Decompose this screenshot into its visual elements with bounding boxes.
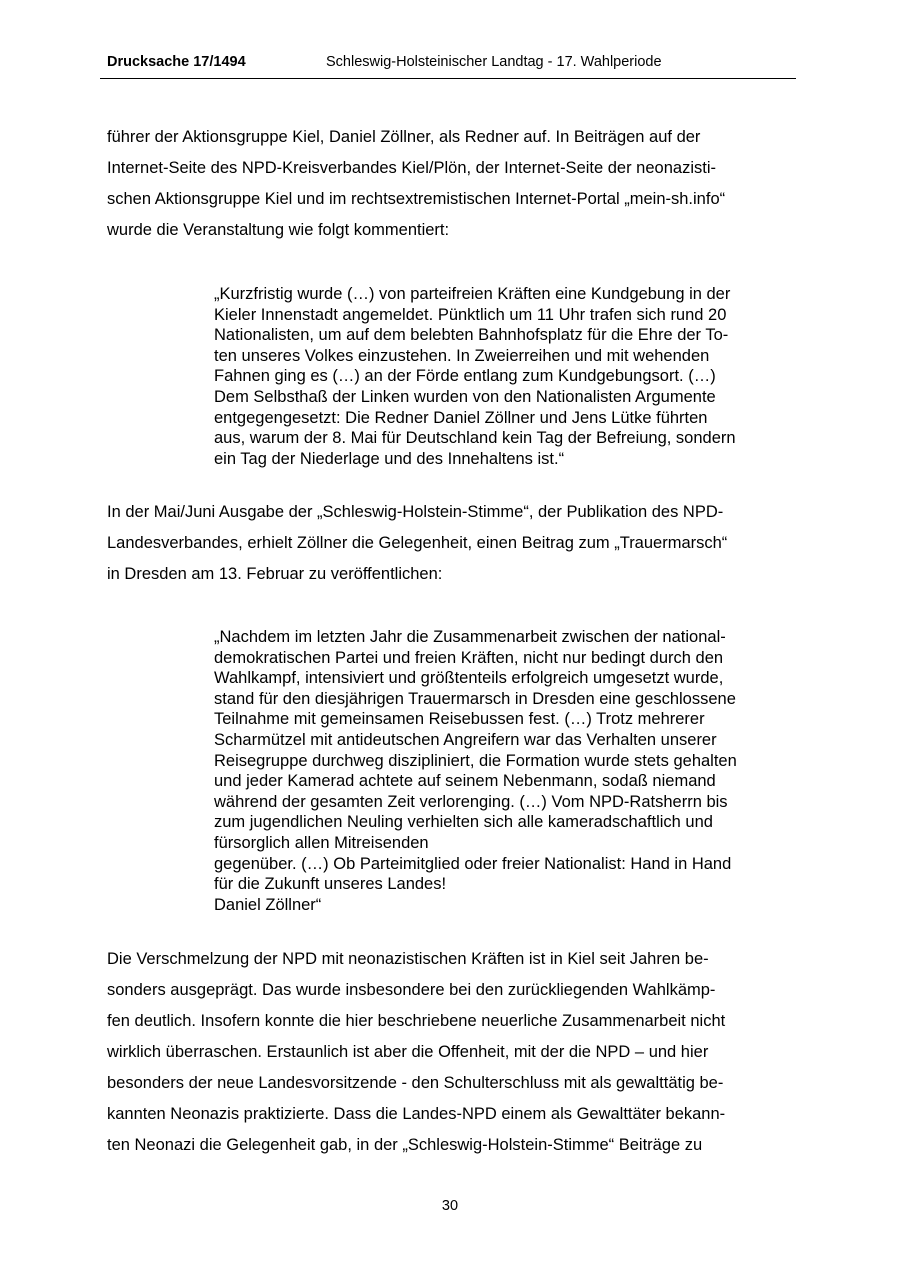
quote-line: Kieler Innenstadt angemeldet. Pünktlich um 11 Uhr trafen sich rund 20	[214, 305, 727, 324]
quote-line: entgegengesetzt: Die Redner Daniel Zöllner und Jens Lütke führten	[214, 408, 708, 427]
quote-line: Nationalisten, um auf dem belebten Bahnhofsplatz für die Ehre der To-	[214, 326, 729, 345]
text-line: ten Neonazi die Gelegenheit gab, in der „Schleswig-Holstein-Stimme“ Beiträge zu	[107, 1136, 703, 1154]
parliament-title: Schleswig-Holsteinischer Landtag - 17. Wahlperiode	[326, 54, 662, 70]
text-line: in Dresden am 13. Februar zu veröffentlichen:	[107, 565, 443, 583]
text-line: sonders ausgeprägt. Das wurde insbesondere bei den zurückliegenden Wahlkämp-	[107, 981, 716, 999]
quote-author: Daniel Zöllner“	[214, 895, 322, 914]
text-line: führer der Aktionsgruppe Kiel, Daniel Zöllner, als Redner auf. In Beiträgen auf der	[107, 128, 701, 146]
quote-line: Reisegruppe durchweg diszipliniert, die Formation wurde stets gehalten	[214, 751, 737, 770]
paragraph-2	[107, 497, 797, 590]
quote-block-2	[214, 627, 794, 915]
document-number: Drucksache 17/1494	[107, 54, 246, 70]
quote-line: gegenüber. (…) Ob Parteimitglied oder freier Nationalist: Hand in Hand	[214, 854, 732, 873]
quote-line: zum jugendlichen Neuling verhielten sich alle kameradschaftlich und	[214, 813, 713, 832]
quote-line: Scharmützel mit antideutschen Angreifern war das Verhalten unserer	[214, 730, 717, 749]
paragraph-1	[107, 122, 797, 246]
text-line: wurde die Veranstaltung wie folgt kommentiert:	[107, 221, 450, 239]
text-line: wirklich überraschen. Erstaunlich ist aber die Offenheit, mit der die NPD – und hier	[107, 1043, 709, 1061]
text-line: schen Aktionsgruppe Kiel und im rechtsextremistischen Internet-Portal „mein-sh.info“	[107, 190, 726, 208]
quote-line: ein Tag der Niederlage und des Innehaltens ist.“	[214, 449, 565, 468]
text-line: besonders der neue Landesvorsitzende - den Schulterschluss mit als gewalttätig be-	[107, 1074, 724, 1092]
page-header	[100, 52, 796, 79]
text-line: In der Mai/Juni Ausgabe der „Schleswig-Holstein-Stimme“, der Publikation des NPD-	[107, 503, 724, 521]
quote-line: Dem Selbsthaß der Linken wurden von den Nationalisten Argumente	[214, 387, 716, 406]
paragraph-3	[107, 944, 797, 1161]
quote-line: stand für den diesjährigen Trauermarsch in Dresden eine geschlossene	[214, 689, 736, 708]
quote-line: und jeder Kamerad achtete auf seinem Nebenmann, sodaß niemand	[214, 772, 716, 791]
quote-line: „Nachdem im letzten Jahr die Zusammenarbeit zwischen der national-	[214, 628, 726, 646]
quote-line: fürsorglich allen Mitreisenden	[214, 833, 429, 852]
text-line: fen deutlich. Insofern konnte die hier beschriebene neuerliche Zusammenarbeit nicht	[107, 1012, 726, 1030]
text-line: kannten Neonazis praktizierte. Dass die Landes-NPD einem als Gewalttäter bekann-	[107, 1105, 726, 1123]
quote-line: Wahlkampf, intensiviert und größtenteils erfolgreich umgesetzt wurde,	[214, 669, 724, 688]
quote-line: Teilnahme mit gemeinsamen Reisebussen fest. (…) Trotz mehrerer	[214, 710, 705, 729]
text-line: Internet-Seite des NPD-Kreisverbandes Kiel/Plön, der Internet-Seite der neonazisti-	[107, 159, 716, 177]
quote-line: demokratischen Partei und freien Kräften, nicht nur bedingt durch den	[214, 648, 724, 667]
quote-line: aus, warum der 8. Mai für Deutschland kein Tag der Befreiung, sondern	[214, 429, 736, 448]
text-line: Die Verschmelzung der NPD mit neonazistischen Kräften ist in Kiel seit Jahren be-	[107, 950, 709, 968]
quote-block-1	[214, 284, 794, 469]
quote-line: für die Zukunft unseres Landes!	[214, 875, 447, 894]
quote-line: ten unseres Volkes einzustehen. In Zweierreihen und mit wehenden	[214, 346, 710, 365]
quote-line: während der gesamten Zeit verlorenging. (…) Vom NPD-Ratsherrn bis	[214, 792, 728, 811]
page-number: 30	[441, 1198, 459, 1214]
quote-line: Fahnen ging es (…) an der Förde entlang zum Kundgebungsort. (…)	[214, 367, 716, 386]
quote-line: „Kurzfristig wurde (…) von parteifreien Kräften eine Kundgebung in der	[214, 285, 731, 303]
text-line: Landesverbandes, erhielt Zöllner die Gelegenheit, einen Beitrag zum „Trauermarsch“	[107, 534, 728, 552]
